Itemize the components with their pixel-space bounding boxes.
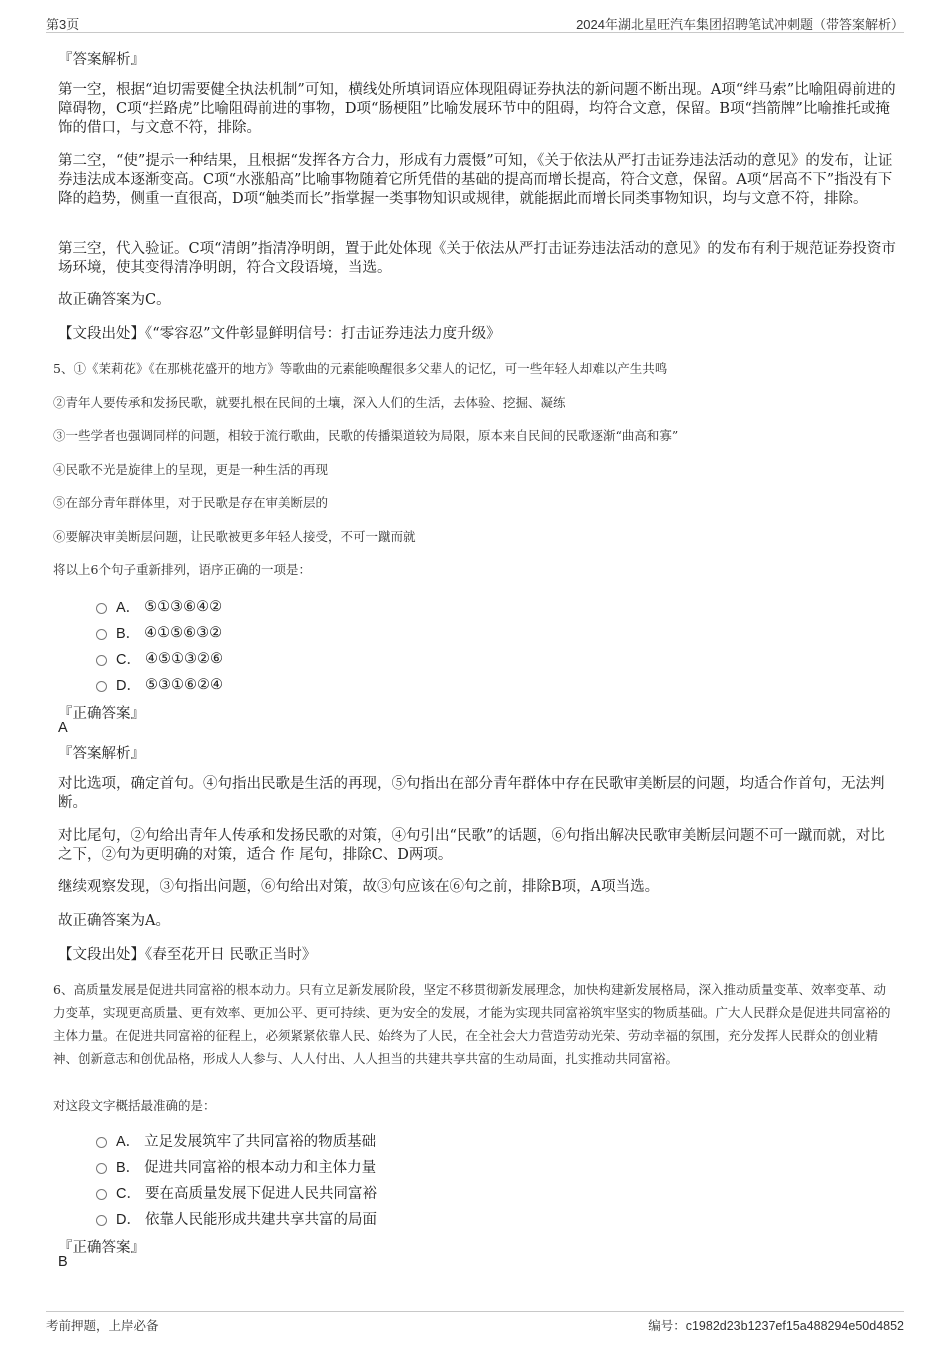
analysis-paragraph: 第二空，“使”提示一种结果，且根据“发挥各方合力，形成有力震慑”可知，《关于依法从严打击证券违法活动的意见》的发布，让证券违法成本逐渐变高。C项“水涨船高”比喻事物随着它所凭借的基础的提高而增长提高，符合文意，保留。A项“居高不下”指没有下降的趋势，侧重一直很高，D项“触类而长”指掌握一类事物知识或规律，就能据此而增长同类事物知识，均与文意不符，排除。 — [58, 153, 893, 207]
question-stem-line: ⑥要解决审美断层问题，让民歌被更多年轻人接受，不可一蹴而就 — [53, 529, 416, 544]
analysis-paragraph: 第一空，根据“迫切需要健全执法机制”可知，横线处所填词语应体现阻碍证券执法的新问题不断出现。A项“绊马索”比喻阻碍前进的障碍物，C项“拦路虎”比喻阻碍前进的事物，D项“肠梗阻”比喻发展环节中的阻碍，均符合文意，保留。B项“挡箭牌”比喻推托或掩饰的借口，与文意不符，排除。 — [58, 82, 896, 136]
option-text: ④⑤①③②⑥ — [144, 650, 223, 667]
answer-label: 『正确答案』 — [58, 706, 145, 722]
radio-button[interactable] — [96, 603, 107, 614]
document-code: 编号：c1982d23b1237ef15a488294e50d4852 — [648, 1319, 904, 1333]
source-citation: 【文段出处】《“零容忍”文件彰显鲜明信号：打击证券违法力度升级》 — [58, 326, 501, 342]
radio-button[interactable] — [96, 1137, 107, 1148]
page-header — [46, 12, 904, 33]
option-letter: D． — [116, 678, 141, 694]
analysis-paragraph: 对比尾句，②句给出青年人传承和发扬民歌的对策，④句引出“民歌”的话题，⑥句指出解决民歌审美断层问题不可一蹴而就，对比之下，②句为更明确的对策，适合 作 尾句，排除C、D两项。 — [58, 828, 885, 863]
document-title: 2024年湖北星旺汽车集团招聘笔试冲刺题（带答案解析） — [576, 17, 904, 32]
radio-button[interactable] — [96, 1189, 107, 1200]
option-c[interactable] — [96, 648, 223, 669]
analysis-label: 『答案解析』 — [58, 52, 145, 68]
analysis-conclusion: 故正确答案为C。 — [58, 292, 171, 308]
radio-button[interactable] — [96, 1163, 107, 1174]
analysis-label: 『答案解析』 — [58, 746, 145, 762]
question-stem: 6、高质量发展是促进共同富裕的根本动力。只有立足新发展阶段，坚定不移贯彻新发展理念，加快构建新发展格局，深入推动质量变革、效率变革、动力变革，实现更高质量、更有效率、更加公平、更可持续、更为安全的发展，才能为实现共同富裕筑牢坚实的物质基础。广大人民群众是促进共同富裕的主体力量。在促进共同富裕的征程上，必须紧紧依靠人民、始终为了人民，在全社会大力营造劳动光荣、劳动幸福的氛围，充分发挥人民群众的创业精神、创新意志和创优品格，形成人人参与、人人付出、人人担当的共建共享共富的生动局面，扎实推动共同富裕。 — [53, 982, 891, 1066]
radio-button[interactable] — [96, 1215, 107, 1226]
question-stem-line: ④民歌不光是旋律上的呈现，更是一种生活的再现 — [53, 462, 329, 477]
option-letter: C． — [116, 1186, 141, 1202]
correct-answer: A — [58, 720, 68, 736]
question-prompt: 对这段文字概括最准确的是： — [53, 1098, 216, 1113]
question-stem-line: ③一些学者也强调同样的问题，相较于流行歌曲，民歌的传播渠道较为局限，原本来自民间的民歌逐渐“曲高和寡” — [53, 428, 679, 443]
analysis-conclusion: 故正确答案为A。 — [58, 913, 170, 929]
option-letter: D． — [116, 1212, 141, 1228]
question-prompt: 将以上6个句子重新排列，语序正确的一项是： — [53, 562, 311, 577]
page-number: 第3页 — [46, 17, 80, 32]
option-letter: A． — [116, 1134, 141, 1150]
source-citation: 【文段出处】《春至花开日 民歌正当时》 — [58, 947, 317, 963]
question-stem-line: ⑤在部分青年群体里，对于民歌是存在审美断层的 — [53, 495, 329, 510]
radio-button[interactable] — [96, 681, 107, 692]
option-text: 立足发展筑牢了共同富裕的物质基础 — [144, 1134, 377, 1150]
page-footer — [46, 1311, 904, 1336]
question-stem-line: ②青年人要传承和发扬民歌，就要扎根在民间的土壤，深入人们的生活，去体验、挖掘、凝练 — [53, 395, 566, 410]
option-a[interactable] — [96, 596, 222, 617]
option-letter: B． — [116, 626, 141, 642]
footer-slogan: 考前押题，上岸必备 — [46, 1319, 159, 1333]
option-letter: B． — [116, 1160, 141, 1176]
analysis-paragraph: 第三空，代入验证。C项“清朗”指清净明朗，置于此处体现《关于依法从严打击证券违法活动的意见》的发布有利于规范证券投资市场环境，使其变得清净明朗，符合文段语境，当选。 — [58, 241, 896, 276]
option-b[interactable] — [96, 622, 222, 643]
option-letter: C． — [116, 652, 141, 668]
analysis-paragraph: 对比选项，确定首句。④句指出民歌是生活的再现，⑤句指出在部分青年群体中存在民歌审美断层的问题，均适合作首句，无法判断。 — [58, 776, 885, 811]
radio-button[interactable] — [96, 629, 107, 640]
answer-label: 『正确答案』 — [58, 1240, 145, 1256]
correct-answer: B — [58, 1254, 68, 1270]
option-c[interactable] — [96, 1182, 377, 1203]
option-d[interactable] — [96, 674, 223, 695]
option-text: 要在高质量发展下促进人民共同富裕 — [144, 1186, 377, 1202]
analysis-paragraph: 继续观察发现，③句指出问题，⑥句给出对策，故③句应该在⑥句之前，排除B项，A项当选。 — [58, 879, 660, 895]
option-text: 促进共同富裕的根本动力和主体力量 — [144, 1160, 377, 1176]
option-text: ④①⑤⑥③② — [144, 624, 223, 641]
radio-button[interactable] — [96, 655, 107, 666]
question-stem-line: 5、①《茉莉花》《在那桃花盛开的地方》等歌曲的元素能唤醒很多父辈人的记忆，可一些年轻人却难以产生共鸣 — [53, 361, 668, 376]
option-a[interactable] — [96, 1130, 376, 1151]
option-text: ⑤③①⑥②④ — [144, 676, 223, 693]
option-letter: A． — [116, 600, 141, 616]
option-text: ⑤①③⑥④② — [144, 598, 223, 615]
option-d[interactable] — [96, 1208, 377, 1229]
option-text: 依靠人民能形成共建共享共富的局面 — [144, 1212, 377, 1228]
option-b[interactable] — [96, 1156, 376, 1177]
